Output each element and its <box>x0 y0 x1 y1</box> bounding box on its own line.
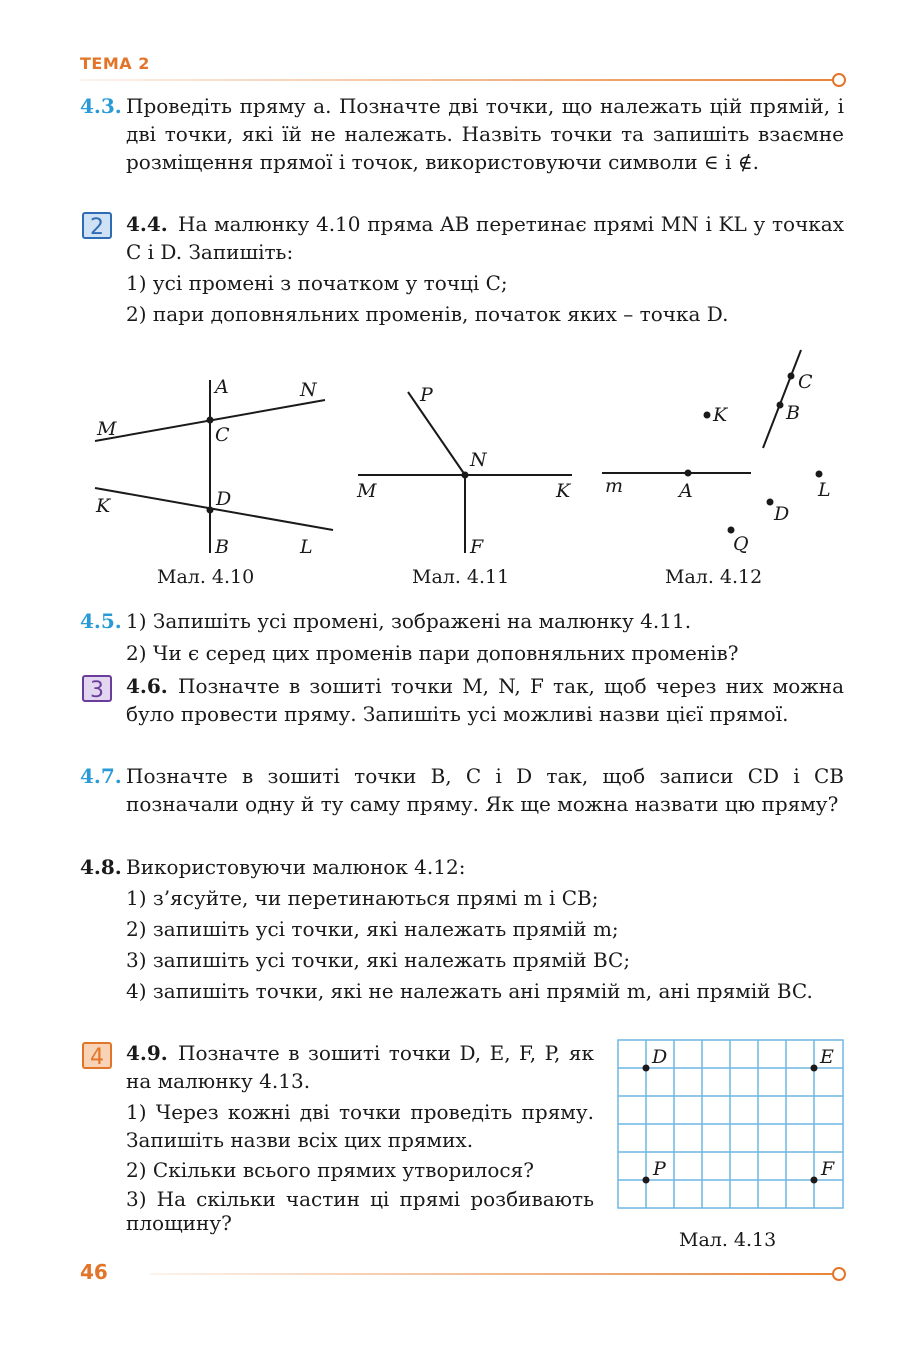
label-C: C <box>215 424 230 446</box>
label-K: K <box>556 480 571 502</box>
problem-item: 2) запишіть усі точки, які належать прямій m; <box>126 917 619 941</box>
label-N: N <box>470 449 487 471</box>
label-D: D <box>652 1046 668 1068</box>
problem-text: Проведіть пряму a. Позначте дві точки, що належать цій прямій, і дві точки, які їй не належать. Назвіть точки та запишіть взаємне розміщення прямої і точок, використовуючи символи ∈ і ∉. <box>126 94 844 174</box>
problem-text: На малюнку 4.10 пряма AB перетинає прямі MN і KL у точках C і D. Запишіть: <box>126 212 844 264</box>
label-C: C <box>798 371 813 393</box>
problem-item: 2) пари доповняльних променів, початок яких – точка D. <box>126 302 729 326</box>
label-M: M <box>97 418 117 440</box>
problem-item: 2) Чи є серед цих променів пари доповняльних променів? <box>126 641 739 665</box>
problem-text: Використовуючи малюнок 4.12: <box>126 855 466 879</box>
level-2-badge: 2 <box>82 212 112 239</box>
problem-item: 2) Скільки всього прямих утворилося? <box>126 1158 534 1182</box>
problem-number: 4.3. <box>80 94 122 118</box>
label-m: m <box>605 475 624 497</box>
label-A: A <box>215 376 229 398</box>
label-F: F <box>821 1158 835 1180</box>
problem-item: 3) запишіть усі точки, які належать прямій BC; <box>126 948 631 972</box>
label-K: K <box>96 495 111 517</box>
problem-text: Позначте в зошиті точки B, C і D так, щоб записи CD і CB позначали одну й ту саму пряму. Як ще можна назвати цю пряму? <box>126 764 844 816</box>
level-3-badge: 3 <box>82 675 112 702</box>
label-E: E <box>820 1046 834 1068</box>
problem-item: 1) з’ясуйте, чи перетинаються прямі m і CB; <box>126 886 599 910</box>
footer-rule-end-circle <box>832 1267 846 1281</box>
label-L: L <box>818 479 831 501</box>
problem-text: Позначте в зошиті точки M, N, F так, щоб через них можна було провести пряму. Запишіть усі можливі назви цієї прямої. <box>126 674 844 726</box>
problem-number: 4.4. <box>126 212 168 236</box>
label-K: K <box>713 404 728 426</box>
label-L: L <box>300 536 313 558</box>
footer-rule <box>150 1273 832 1275</box>
label-B: B <box>215 536 229 558</box>
figure-caption: Мал. 4.12 <box>665 566 763 588</box>
label-F: F <box>470 536 484 558</box>
label-D: D <box>216 488 232 510</box>
label-A: A <box>679 480 693 502</box>
figure-caption: Мал. 4.13 <box>679 1229 777 1251</box>
problem-number: 4.5. <box>80 609 122 633</box>
problem-text: Позначте в зошиті точки D, E, F, P, як на малюнку 4.13. <box>126 1041 594 1093</box>
label-B: B <box>786 402 800 424</box>
label-D: D <box>774 503 790 525</box>
problem-number: 4.6. <box>126 674 168 698</box>
problem-item: 3) На скільки частин ці прямі розбивають площину? <box>126 1187 594 1235</box>
level-4-badge: 4 <box>82 1042 112 1069</box>
topic-header: ТЕМА 2 <box>80 54 150 73</box>
label-M: M <box>357 480 377 502</box>
label-P: P <box>653 1158 666 1180</box>
figure-caption: Мал. 4.11 <box>412 566 510 588</box>
page-number: 46 <box>80 1260 108 1284</box>
problem-item: 1) Запишіть усі промені, зображені на малюнку 4.11. <box>126 609 692 633</box>
problem-number: 4.7. <box>80 764 122 788</box>
label-P: P <box>420 384 433 406</box>
figure-caption: Мал. 4.10 <box>157 566 255 588</box>
label-N: N <box>300 379 317 401</box>
problem-item: 4) запишіть точки, які не належать ані прямій m, ані прямій BC. <box>126 979 813 1003</box>
problem-number: 4.9. <box>126 1041 168 1065</box>
problem-item: 1) Через кожні дві точки проведіть пряму. Запишіть назви всіх цих прямих. <box>126 1100 594 1152</box>
problem-number: 4.8. <box>80 855 122 879</box>
label-Q: Q <box>733 533 749 555</box>
problem-item: 1) усі промені з початком у точці C; <box>126 271 508 295</box>
